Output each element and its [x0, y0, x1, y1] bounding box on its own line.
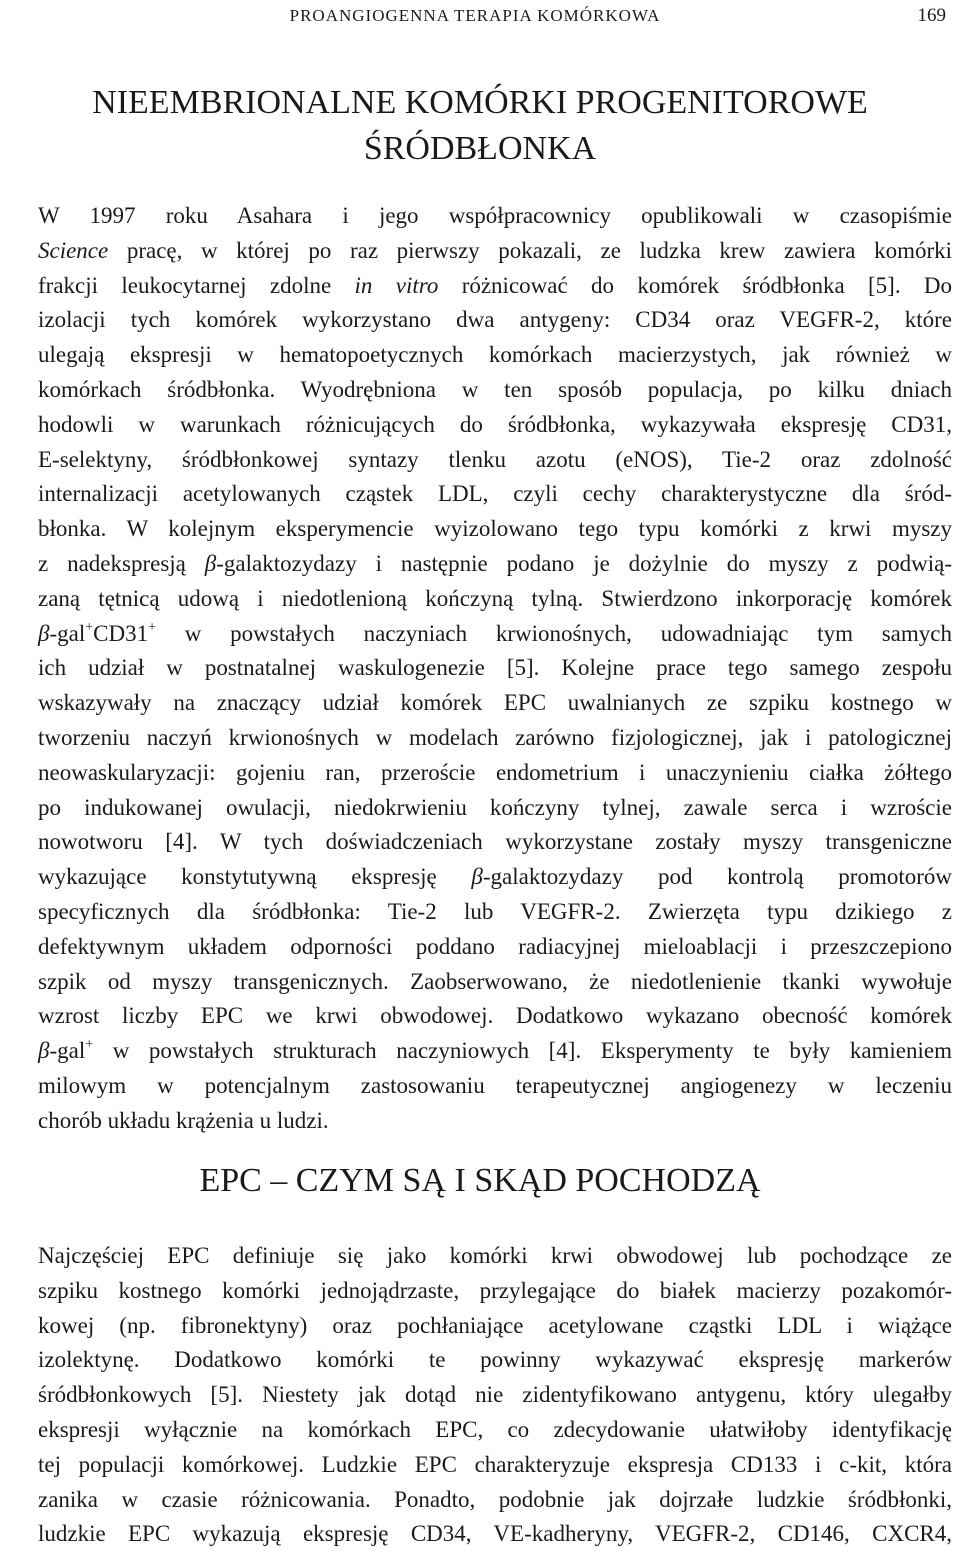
paragraph-line: tworzeniu naczyń krwionośnych w modelach zarówno fizjologicznej, jak i patologicznej: [38, 724, 952, 750]
paragraph-line: śródbłonkowych [5]. Niestety jak dotąd nie zidentyfikowano antygenu, który ulegałby: [38, 1382, 952, 1408]
paragraph-line: zaną tętnicą udową i niedotlenioną kończyną tylną. Stwierdzono inkorporację komórek: [38, 585, 952, 611]
beta-symbol: β: [471, 864, 483, 890]
section-title-line-1: NIEEMBRIONALNE KOMÓRKI PROGENITOROWE: [92, 84, 868, 121]
paragraph-line: E-selektyny, śródbłonkowej syntazy tlenku azotu (eNOS), Tie-2 oraz zdolność: [38, 446, 952, 472]
paragraph-line: ludzkie EPC wykazują ekspresję CD34, VE-kadheryny, VEGFR-2, CD146, CXCR4,: [38, 1521, 952, 1547]
paragraph-line: chorób układu krążenia u ludzi.: [38, 1107, 329, 1133]
section-title: EPC – CZYM SĄ I SKĄD POCHODZĄ: [199, 1162, 761, 1199]
paragraph-line: izolektynę. Dodatkowo komórki te powinny wykazywać ekspresję markerów: [38, 1347, 952, 1373]
paragraph-line: tej populacji komórkowej. Ludzkie EPC charakteryzuje ekspresja CD133 i c-kit, która: [38, 1451, 952, 1477]
paragraph-line: po indukowanej owulacji, niedokrwieniu kończyny tylnej, zawale serca i wzroście: [38, 794, 952, 820]
running-header: [0, 4, 960, 28]
paragraph-line: Science pracę, w której po raz pierwszy pokazali, ze ludzka krew zawiera komórki: [38, 237, 953, 263]
paragraph-line: szpiku kostnego komórki jednojądrzaste, przylegające do białek macierzy pozakomór-: [38, 1277, 952, 1303]
paragraph-line: ich udział w postnatalnej waskulogenezie [5]. Kolejne prace tego samego zespołu: [38, 655, 952, 681]
paragraph-line: komórkach śródbłonka. Wyodrębniona w ten sposób populacja, po kilku dniach: [38, 376, 952, 402]
paragraph-line: ulegają ekspresji w hematopoetycznych komórkach macierzystych, jak również w: [38, 342, 952, 368]
beta-symbol: β: [38, 620, 50, 646]
paragraph-line: β-gal+ w powstałych strukturach naczyniowych [4]. Eksperymenty te były kamieniem: [38, 1037, 953, 1064]
paragraph-line: internalizacji acetylowanych cząstek LDL, czyli cechy charakterystyczne dla śród-: [38, 481, 952, 507]
page-number: 169: [917, 5, 946, 26]
section-title: [0, 80, 960, 172]
paragraph-line: z nadekspresją β-galaktozydazy i następnie podano je dożylnie do myszy z podwią-: [38, 550, 953, 576]
beta-symbol: β: [38, 1038, 50, 1064]
paragraph-line: zanika w czasie różnicowania. Ponadto, podobnie jak dojrzałe ludzkie śródbłonki,: [38, 1486, 952, 1512]
running-title: PROANGIOGENNA TERAPIA KOMÓRKOWA: [289, 6, 661, 25]
paragraph-line: specyficznych dla śródbłonka: Tie-2 lub VEGFR-2. Zwierzęta typu dzikiego z: [38, 898, 952, 924]
section-paragraph: [8, 199, 952, 1139]
paragraph-line: hodowli w warunkach różnicujących do śródbłonka, wykazywała ekspresję CD31,: [38, 411, 952, 437]
paragraph-line: wykazujące konstytutywną ekspresję β-galaktozydazy pod kontrolą promotorów: [38, 864, 953, 890]
paragraph-line: defektywnym układem odporności poddano radiacyjnej mieloablacji i przeszczepiono: [38, 933, 952, 959]
paragraph-line: wskazywały na znaczący udział komórek EPC uwalnianych ze szpiku kostnego w: [38, 690, 952, 716]
paragraph-line: neowaskularyzacji: gojeniu ran, przeroście endometrium i unaczynieniu ciałka żółtego: [38, 759, 952, 785]
paragraph-line: Najczęściej EPC definiuje się jako komórki krwi obwodowej lub pochodzące ze: [38, 1243, 952, 1268]
superscript-plus: +: [85, 1037, 94, 1053]
paragraph-line: β-gal+CD31+ w powstałych naczyniach krwionośnych, udowadniając tym samych: [38, 619, 952, 646]
in-vitro-term: in vitro: [354, 272, 439, 298]
paragraph-line: W 1997 roku Asahara i jego współpracownicy opublikowali w czasopiśmie: [38, 203, 952, 228]
paragraph-line: wzrost liczby EPC we krwi obwodowej. Dodatkowo wykazano obecność komórek: [38, 1003, 952, 1029]
paragraph-line: izolacji tych komórek wykorzystano dwa antygeny: CD34 oraz VEGFR-2, które: [38, 307, 952, 333]
beta-symbol: β: [204, 550, 217, 576]
paragraph-line: ekspresji wyłącznie na komórkach EPC, co zdecydowanie ułatwiłoby identyfikację: [38, 1416, 952, 1442]
journal-name: Science: [38, 237, 109, 263]
paragraph-line: frakcji leukocytarnej zdolne in vitro różnicować do komórek śródbłonka [5]. Do: [38, 272, 953, 298]
superscript-plus: +: [148, 619, 156, 635]
superscript-plus: +: [85, 619, 94, 635]
paragraph-line: milowym w potencjalnym zastosowaniu terapeutycznej angiogenezy w leczeniu: [38, 1072, 952, 1098]
section-title-line-2: ŚRÓDBŁONKA: [363, 130, 597, 167]
paragraph-line: nowotworu [4]. W tych doświadczeniach wykorzystane zostały myszy transgeniczne: [38, 829, 952, 855]
paragraph-line: kowej (np. fibronektyny) oraz pochłaniające acetylowane cząstki LDL i wiążące: [38, 1312, 952, 1338]
paragraph-line: szpik od myszy transgenicznych. Zaobserwowano, że niedotlenienie tkanki wywołuje: [38, 968, 952, 994]
paragraph-line: błonka. W kolejnym eksperymencie wyizolowano tego typu komórki z krwi myszy: [38, 516, 952, 542]
section-paragraph: [8, 1239, 952, 1552]
